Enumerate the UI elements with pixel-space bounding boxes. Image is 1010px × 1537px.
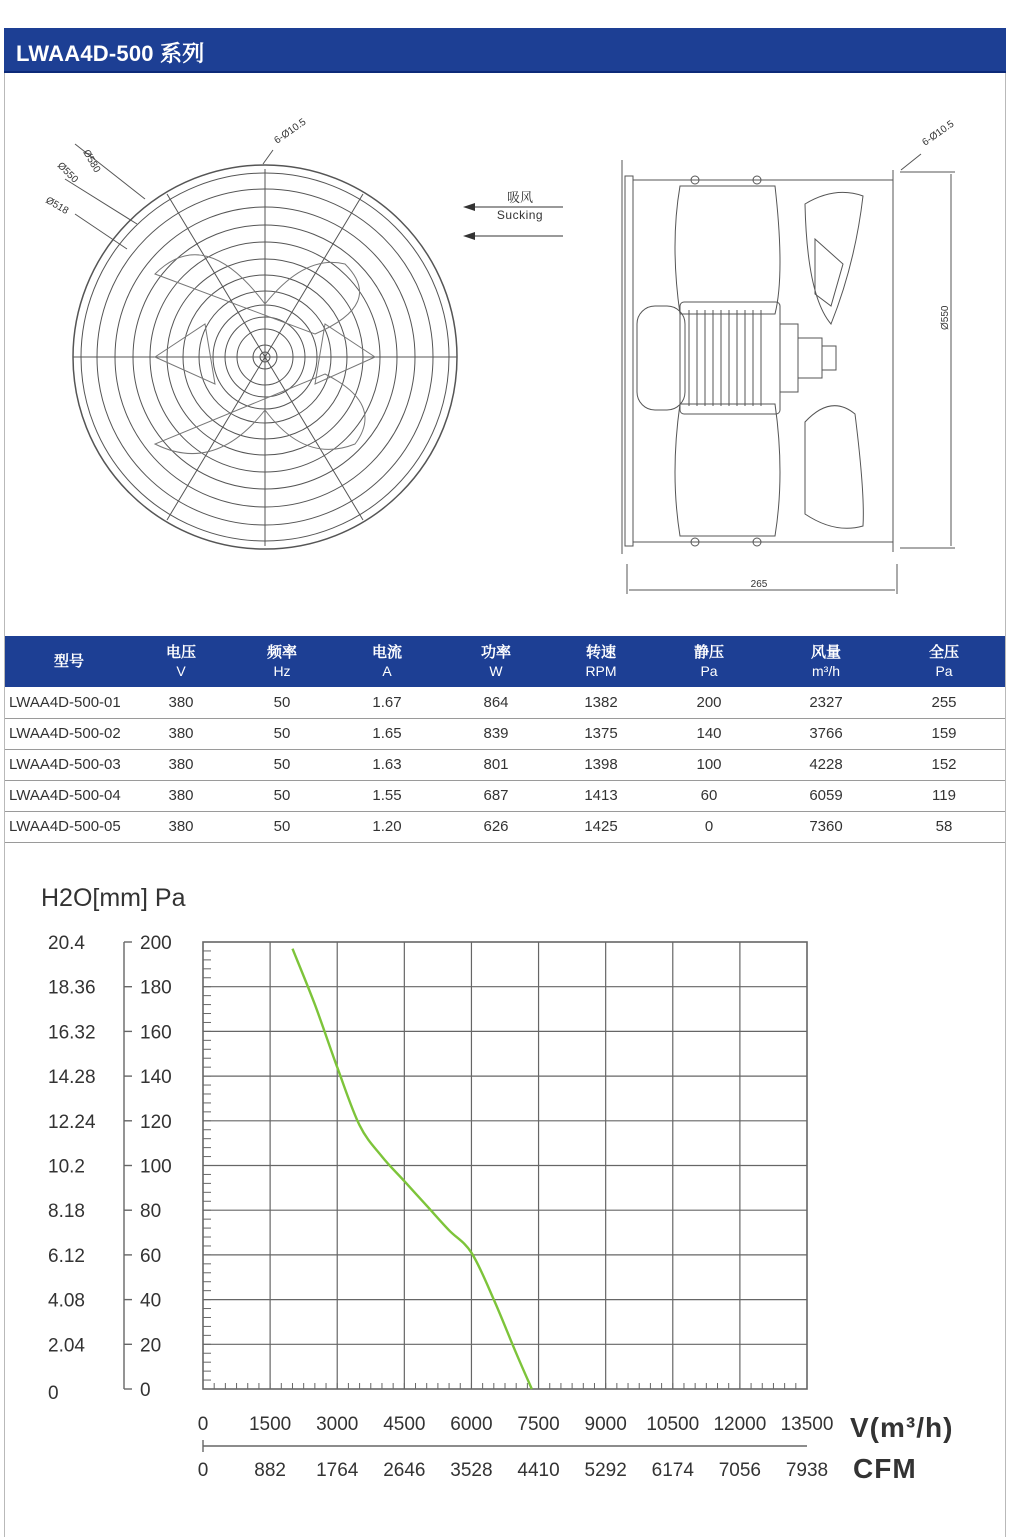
column-header-name: 转速	[585, 643, 616, 661]
table-cell: 200	[696, 693, 722, 711]
table-cell: 1.65	[372, 725, 402, 742]
y-tick-label: 60	[140, 1245, 162, 1267]
y2-tick-label: 14.28	[48, 1067, 96, 1089]
y2-tick-label: 2.04	[48, 1335, 85, 1357]
x-tick-label: 1500	[248, 1414, 292, 1435]
x-tick-label: 7500	[517, 1414, 560, 1435]
column-header	[133, 636, 229, 687]
table-row	[5, 811, 1005, 842]
column-header-unit: W	[489, 662, 503, 679]
table-cell: 380	[168, 725, 194, 742]
table-cell: 3766	[809, 725, 843, 742]
column-header-name: 风量	[810, 643, 841, 661]
table-cell: 140	[696, 725, 722, 742]
table-cell: 1398	[584, 756, 618, 773]
y-tick-label: 40	[140, 1290, 162, 1312]
y-tick-label: 20	[140, 1335, 162, 1357]
column-header-unit: m³/h	[812, 662, 840, 679]
x2-tick-label: 3528	[450, 1460, 493, 1481]
x-tick-label: 3000	[316, 1414, 359, 1435]
y-tick-label: 120	[140, 1111, 172, 1133]
chart-grid	[203, 942, 807, 1389]
table-cell: 380	[168, 818, 194, 835]
table-cell: 380	[168, 787, 194, 804]
table-row	[5, 749, 1005, 780]
table-cell: 1375	[584, 725, 618, 742]
column-header	[883, 636, 1005, 687]
table-cell: 1.55	[372, 787, 402, 804]
y-tick-label: 80	[140, 1201, 162, 1223]
table-cell: 6059	[809, 787, 843, 804]
y2-tick-label: 16.32	[48, 1022, 96, 1044]
column-header	[5, 636, 133, 687]
x2-tick-label: 0	[197, 1460, 209, 1481]
column-header-name: 电流	[371, 643, 402, 661]
model-cell: LWAA4D-500-04	[9, 787, 121, 804]
drawing-svg	[5, 74, 1005, 634]
front-view	[65, 144, 457, 549]
chart-svg	[5, 850, 1005, 1530]
column-header-name: 型号	[53, 653, 84, 670]
y-tick-label: 100	[140, 1156, 172, 1178]
y2-tick-label: 4.08	[48, 1290, 85, 1312]
x2-tick-label: 2646	[383, 1460, 426, 1481]
table-cell: 100	[696, 756, 722, 773]
table-cell: 687	[483, 787, 509, 804]
arrow-left-icon	[463, 232, 475, 240]
x-axis-label: V(m³/h)	[850, 1412, 954, 1443]
y-tick-label: 180	[140, 977, 172, 999]
y2-tick-label: 10.2	[48, 1156, 85, 1178]
arrow-left-icon	[463, 203, 475, 211]
y2-tick-label: 8.18	[48, 1201, 85, 1223]
column-header	[439, 636, 553, 687]
spec-table	[5, 636, 1005, 843]
table-cell: 50	[273, 787, 291, 804]
x2-tick-label: 7938	[785, 1460, 829, 1481]
column-header-unit: RPM	[585, 662, 617, 679]
x2-tick-label: 4410	[517, 1460, 560, 1481]
column-header-name: 全压	[928, 643, 959, 661]
x-tick-label: 10500	[646, 1414, 700, 1435]
y2-tick-label: 18.36	[48, 977, 96, 999]
column-header	[649, 636, 769, 687]
y2-tick-label: 6.12	[48, 1245, 85, 1267]
table-cell: 1382	[584, 693, 618, 711]
table-cell: 50	[273, 725, 291, 742]
y-tick-label: 140	[140, 1067, 172, 1089]
y2-tick-label: 12.24	[48, 1111, 96, 1133]
x-tick-label: 6000	[450, 1414, 493, 1435]
column-header-name: 电压	[165, 643, 196, 661]
side-bolt-label: 6-Ø10.5	[920, 118, 957, 149]
table-cell: 801	[483, 756, 509, 773]
column-header	[335, 636, 439, 687]
model-cell: LWAA4D-500-01	[9, 693, 121, 711]
front-bolt-label: 6-Ø10.5	[272, 116, 309, 147]
y-tick-label: 160	[140, 1022, 172, 1044]
table-header-row	[5, 636, 1005, 687]
front-view-labels	[44, 116, 309, 217]
x2-tick-label: 5292	[584, 1460, 627, 1481]
column-header-unit: Hz	[273, 662, 291, 679]
front-dia-580-label: Ø580	[80, 148, 103, 175]
column-header	[769, 636, 883, 687]
front-dia-518-label: Ø518	[43, 195, 71, 217]
table-cell: 255	[931, 693, 957, 711]
column-header-name: 频率	[266, 643, 297, 661]
side-depth-label: 265	[750, 579, 768, 590]
column-header-unit: Pa	[935, 662, 953, 679]
table-cell: 1.63	[372, 756, 402, 773]
table-cell: 1413	[584, 787, 618, 804]
table-cell: 119	[932, 787, 956, 804]
column-header-unit: Pa	[700, 662, 718, 679]
airflow-indicator	[463, 190, 563, 240]
column-header	[553, 636, 649, 687]
performance-chart	[5, 850, 1005, 1530]
x2-tick-label: 6174	[651, 1460, 694, 1481]
table-row	[5, 780, 1005, 811]
chart-units-label: H2O[mm] Pa	[41, 884, 186, 912]
table-cell: 839	[483, 725, 509, 742]
table-row	[5, 687, 1005, 718]
table-cell: 7360	[809, 818, 843, 835]
x-tick-label: 9000	[584, 1414, 627, 1435]
x-tick-label: 4500	[383, 1414, 426, 1435]
model-cell: LWAA4D-500-03	[9, 756, 121, 773]
front-dia-550-label: Ø550	[54, 160, 80, 186]
table-cell: 152	[931, 756, 957, 773]
table-cell: 60	[700, 787, 718, 804]
series-line	[293, 949, 532, 1389]
table-cell: 58	[935, 818, 953, 835]
column-header-unit: V	[176, 662, 186, 679]
model-cell: LWAA4D-500-02	[9, 725, 121, 742]
model-cell: LWAA4D-500-05	[9, 818, 121, 835]
y2-tick-label: 0	[48, 1383, 59, 1404]
y-tick-label: 200	[140, 933, 172, 954]
x2-tick-label: 1764	[316, 1460, 359, 1481]
column-header	[229, 636, 335, 687]
y-tick-label: 0	[140, 1380, 151, 1401]
table-cell: 0	[704, 818, 714, 835]
airflow-label-en: Sucking	[496, 208, 544, 222]
x2-axis-label: CFM	[853, 1453, 917, 1484]
y2-tick-label: 20.4	[48, 933, 85, 954]
chart-axes	[48, 933, 833, 1481]
airflow-label-cn: 吸风	[506, 190, 534, 205]
table-cell: 380	[168, 693, 194, 711]
table-row	[5, 718, 1005, 749]
chart-series	[293, 949, 532, 1389]
side-view-labels	[751, 118, 957, 590]
table-cell: 159	[931, 725, 957, 742]
technical-drawing	[5, 74, 1005, 634]
table-cell: 2327	[809, 693, 843, 711]
header-bar	[4, 28, 1006, 73]
side-view	[622, 154, 955, 594]
table-cell: 380	[168, 756, 194, 773]
table-cell: 50	[273, 693, 291, 711]
table-cell: 626	[483, 818, 509, 835]
table-cell: 50	[273, 756, 291, 773]
table-cell: 1.20	[372, 818, 402, 835]
column-header-name: 功率	[480, 643, 511, 661]
column-header-unit: A	[382, 662, 392, 679]
x2-tick-label: 882	[254, 1460, 286, 1481]
x-tick-label: 0	[197, 1414, 209, 1435]
table-cell: 4228	[809, 756, 843, 773]
table-cell: 50	[273, 818, 291, 835]
page-title: LWAA4D-500 系列	[16, 41, 205, 66]
x-tick-label: 12000	[713, 1414, 767, 1435]
table-cell: 1.67	[372, 693, 402, 711]
table-cell: 864	[483, 693, 509, 711]
x2-tick-label: 7056	[718, 1460, 762, 1481]
x-tick-label: 13500	[780, 1414, 834, 1435]
table-cell: 1425	[584, 818, 618, 835]
column-header-name: 静压	[693, 643, 724, 661]
side-dia-550-label: Ø550	[940, 305, 951, 330]
